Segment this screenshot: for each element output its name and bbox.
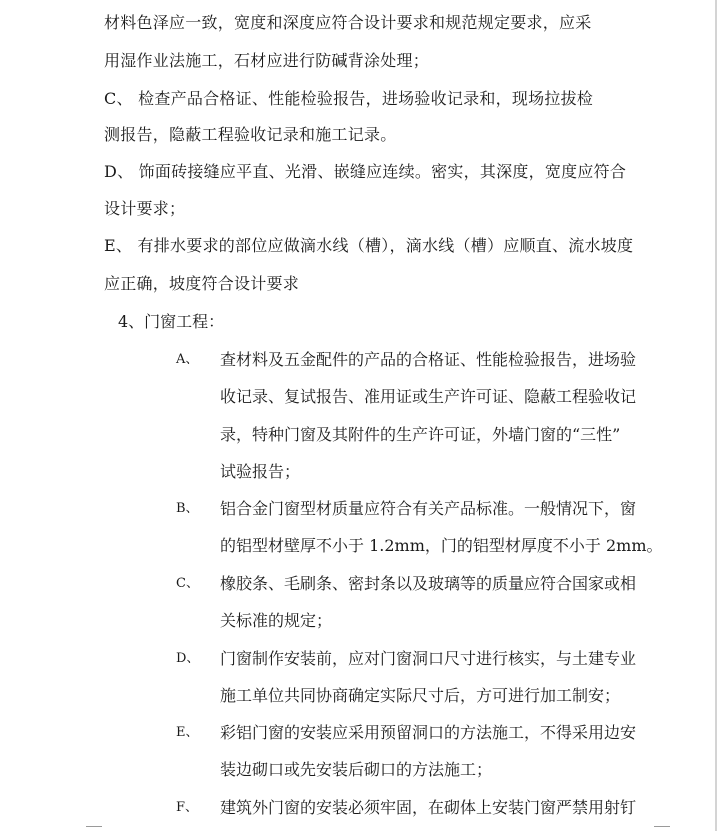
paragraph-line: D、 饰面砖接缝应平直、光滑、嵌缝应连续。密实，其深度，宽度应符合 <box>104 162 627 181</box>
list-item-line: 的铝型材壁厚不小于 1.2mm，门的铝型材厚度不小于 2mm。 <box>220 536 663 555</box>
list-item-line: 试验报告； <box>220 462 301 481</box>
paragraph-line: 测报告，隐蔽工程验收记录和施工记录。 <box>104 125 397 144</box>
list-item-line: 查材料及五金配件的产品的合格证、性能检验报告，进场验 <box>220 350 637 369</box>
paragraph-line: C、 检查产品合格证、性能检验报告，进场验收记录和，现场拉拔检 <box>104 89 594 108</box>
section-heading: 4、门窗工程： <box>118 312 225 331</box>
crop-mark <box>86 826 102 827</box>
list-item-label: D、 <box>176 651 200 666</box>
list-item-line: 橡胶条、毛刷条、密封条以及玻璃等的质量应符合国家或相 <box>220 574 637 593</box>
list-item-line: 建筑外门窗的安装必须牢固，在砌体上安装门窗严禁用射钉 <box>220 798 637 817</box>
paragraph-line: 用湿作业法施工，石材应进行防碱背涂处理； <box>104 51 430 70</box>
list-item-line: 施工单位共同协商确定实际尺寸后，方可进行加工制安； <box>220 686 621 705</box>
list-item-line: 门窗制作安装前，应对门窗洞口尺寸进行核实，与土建专业 <box>220 649 637 668</box>
paragraph-line: 设计要求； <box>104 199 186 218</box>
list-item-line: 彩铝门窗的安装应采用预留洞口的方法施工，不得采用边安 <box>220 723 637 742</box>
list-item-label: F、 <box>176 800 199 815</box>
list-item-label: E、 <box>176 725 199 740</box>
paragraph-line: 应正确，坡度符合设计要求 <box>104 274 300 293</box>
crop-mark <box>654 826 670 827</box>
list-item-line: 铝合金门窗型材质量应符合有关产品标准。一般情况下，窗 <box>220 499 637 518</box>
list-item-line: 录，特种门窗及其附件的生产许可证，外墙门窗的“三性” <box>220 425 621 444</box>
list-item-line: 关标准的规定； <box>220 611 333 630</box>
list-item-line: 收记录、复试报告、准用证或生产许可证、隐蔽工程验收记 <box>220 387 637 406</box>
list-item-line: 装边砌口或先安装后砌口的方法施工； <box>220 760 493 779</box>
paragraph-line: 材料色泽应一致，宽度和深度应符合设计要求和规范规定要求，应采 <box>104 13 592 32</box>
list-item-label: A、 <box>176 352 199 367</box>
paragraph-line: E、 有排水要求的部位应做滴水线（槽），滴水线（槽）应顺直、流水坡度 <box>104 236 634 255</box>
list-item-label: C、 <box>176 576 199 591</box>
list-item-label: B、 <box>176 501 199 516</box>
